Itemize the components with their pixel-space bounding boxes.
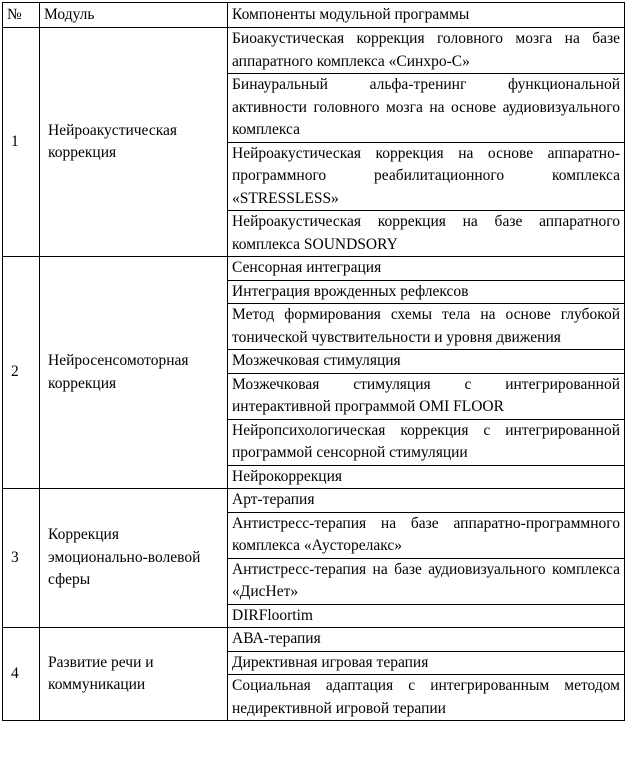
program-component: Бинауральный альфа-тренинг функциональной активности головного мозга на основе аудиовизуального комплекса: [228, 74, 625, 143]
module-name: Нейроакустическая коррекция: [40, 28, 228, 257]
program-component: Антистресс-терапия на базе аудиовизуального комплекса «ДисНет»: [228, 558, 625, 604]
table-row: [3, 28, 625, 74]
header-num: №: [3, 3, 40, 28]
program-component: Интеграция врожденных рефлексов: [228, 280, 625, 304]
module-number: 1: [3, 28, 40, 257]
program-component: Нейропсихологическая коррекция с интегрированной программой сенсорной стимуляции: [228, 419, 625, 465]
table-header-row: [3, 3, 625, 28]
program-component: Нейрокоррекция: [228, 465, 625, 489]
module-name: Коррекция эмоционально-волевой сферы: [40, 489, 228, 628]
program-component: Нейроакустическая коррекция на базе аппаратного комплекса SOUNDSORY: [228, 211, 625, 257]
program-component: АВА-терапия: [228, 628, 625, 652]
program-component: Мозжечковая стимуляция: [228, 350, 625, 374]
module-number: 3: [3, 489, 40, 628]
table-row: [3, 628, 625, 652]
program-component: DIRFloortim: [228, 604, 625, 628]
module-number: 2: [3, 257, 40, 489]
program-component: Метод формирования схемы тела на основе глубокой тонической чувствительности и уровня движения: [228, 304, 625, 350]
header-module: Модуль: [40, 3, 228, 28]
program-component: Нейроакустическая коррекция на основе аппаратно-программного реабилитационного комплекса «STRESSLESS»: [228, 142, 625, 211]
program-component: Арт-терапия: [228, 489, 625, 513]
module-name: Развитие речи и коммуникации: [40, 628, 228, 721]
program-component: Антистресс-терапия на базе аппаратно-программного комплекса «Аусторелакс»: [228, 512, 625, 558]
program-component: Социальная адаптация с интегрированным методом недирективной игровой терапии: [228, 675, 625, 721]
module-number: 4: [3, 628, 40, 721]
table-row: [3, 257, 625, 281]
module-name: Нейросенсомоторная коррекция: [40, 257, 228, 489]
program-component: Биоакустическая коррекция головного мозга на базе аппаратного комплекса «Синхро-С»: [228, 28, 625, 74]
program-component: Мозжечковая стимуляция с интегрированной интерактивной программой OMI FLOOR: [228, 373, 625, 419]
table-body: [3, 28, 625, 721]
program-component: Директивная игровая терапия: [228, 651, 625, 675]
header-components: Компоненты модульной программы: [228, 3, 625, 28]
program-component: Сенсорная интеграция: [228, 257, 625, 281]
table-row: [3, 489, 625, 513]
modules-table: [2, 2, 625, 721]
